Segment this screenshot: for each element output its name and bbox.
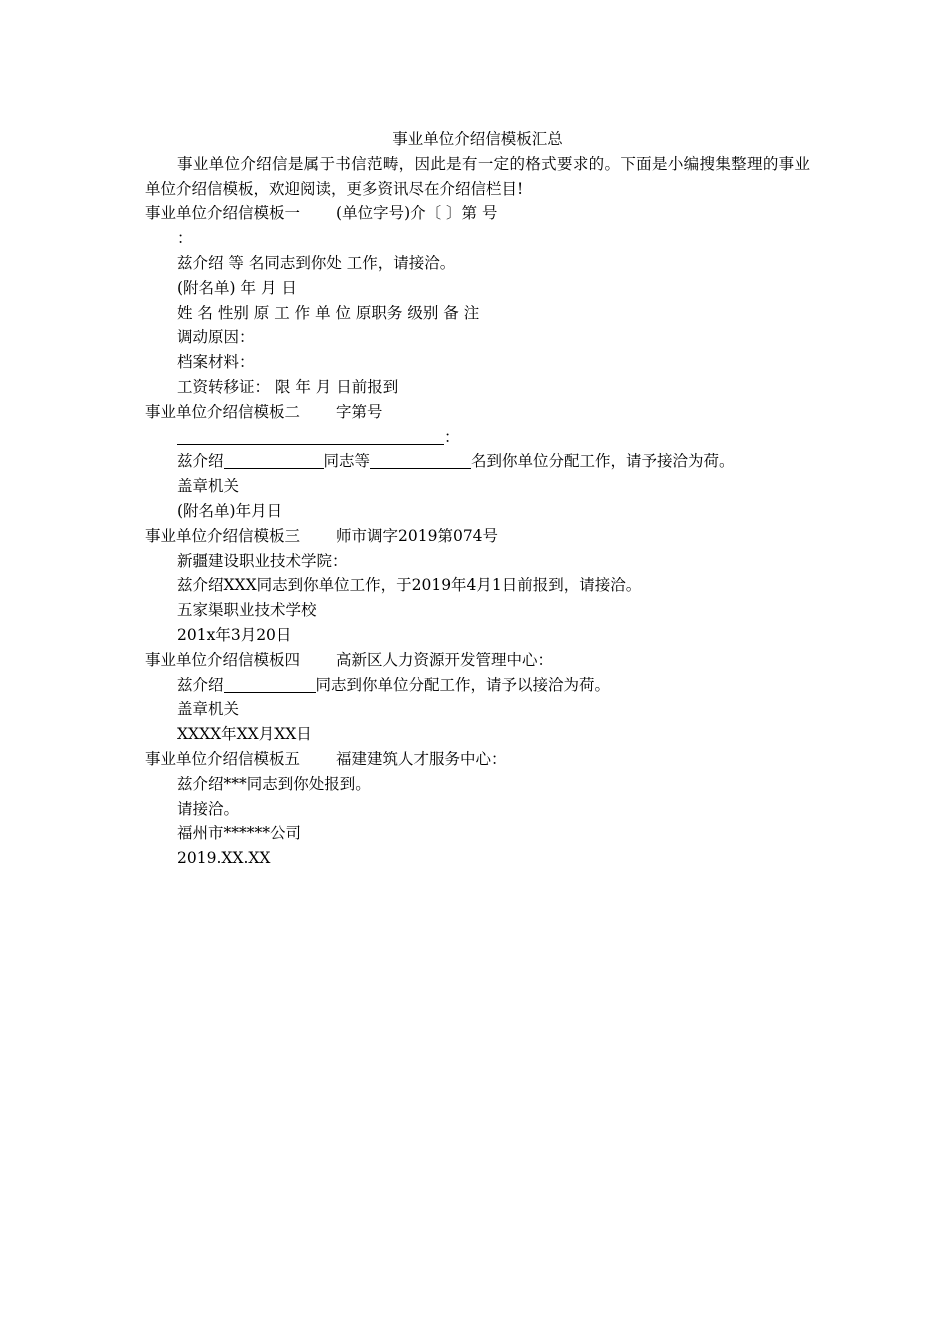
template-1-attachment: (附名单) 年 月 日 — [177, 278, 297, 297]
template-1-header — [145, 201, 810, 226]
template-2-body-a: 兹介绍 — [177, 452, 224, 471]
template-3-addressee: 新疆建设职业技术学院： — [177, 551, 348, 570]
template-1-salutation: ： — [177, 229, 193, 248]
name-blank — [224, 676, 316, 693]
template-2-ref: 字第号 — [336, 402, 383, 421]
template-2-body-b: 同志等 — [323, 452, 371, 471]
template-4-heading: 事业单位介绍信模板四 — [145, 650, 301, 669]
template-4-header — [145, 648, 810, 673]
addressee-blank — [177, 428, 444, 445]
template-4-body — [145, 673, 810, 698]
template-3-ref: 师市调字2019第074号 — [336, 526, 499, 545]
template-4-body-b: 同志到你单位分配工作，请予以接洽为荷。 — [315, 675, 611, 694]
template-2-body — [145, 449, 810, 474]
template-1-ref: (单位字号)介〔 〕第 号 — [336, 204, 498, 223]
template-5-body: 兹介绍***同志到你处报到。 — [177, 774, 371, 793]
template-3-org: 五家渠职业技术学校 — [177, 601, 317, 620]
template-5-closing: 请接洽。 — [177, 799, 240, 818]
template-1-body: 兹介绍 等 名同志到你处 工作，请接洽。 — [177, 253, 456, 272]
template-1-heading: 事业单位介绍信模板一 — [145, 204, 301, 223]
template-4-date: XXXX年XX月XX日 — [177, 725, 312, 744]
template-1-columns: 姓 名 性别 原 工 作 单 位 原职务 级别 备 注 — [177, 303, 480, 322]
template-5-org: 福州市******公司 — [177, 824, 302, 843]
template-2-heading: 事业单位介绍信模板二 — [145, 402, 301, 421]
template-3-heading: 事业单位介绍信模板三 — [145, 526, 301, 545]
template-4-body-a: 兹介绍 — [177, 675, 224, 694]
template-5-ref: 福建建筑人才服务中心： — [336, 749, 507, 768]
template-2-colon: ： — [444, 427, 460, 446]
template-2-salutation — [145, 425, 810, 450]
template-4-seal: 盖章机关 — [177, 700, 240, 719]
count-blank — [370, 452, 471, 469]
template-2-body-c: 名到你单位分配工作，请予接洽为荷。 — [471, 452, 735, 471]
template-5-heading: 事业单位介绍信模板五 — [145, 749, 301, 768]
template-4-ref: 高新区人力资源开发管理中心： — [336, 650, 554, 669]
document-title: 事业单位介绍信模板汇总 — [392, 130, 563, 148]
template-2-attachment: (附名单)年月日 — [177, 501, 283, 520]
intro-paragraph: 事业单位介绍信是属于书信范畴，因此是有一定的格式要求的。下面是小编搜集整理的事业单位介绍信模板，欢迎阅读，更多资讯尽在介绍信栏目! — [145, 154, 810, 198]
template-3-header — [145, 524, 810, 549]
template-2-seal: 盖章机关 — [177, 477, 240, 496]
template-2-header — [145, 400, 810, 425]
template-3-date: 201x年3月20日 — [177, 625, 292, 644]
template-1-archive: 档案材料： — [177, 353, 255, 372]
template-5-date: 2019.XX.XX — [177, 849, 271, 868]
template-3-body: 兹介绍XXX同志到你单位工作，于2019年4月1日前报到，请接洽。 — [177, 576, 642, 595]
template-5-header — [145, 747, 810, 772]
template-1-salary: 工资转移证： 限 年 月 日前报到 — [177, 377, 399, 396]
name-blank — [224, 452, 324, 469]
document-body — [145, 127, 810, 871]
template-1-reason: 调动原因： — [177, 328, 255, 347]
